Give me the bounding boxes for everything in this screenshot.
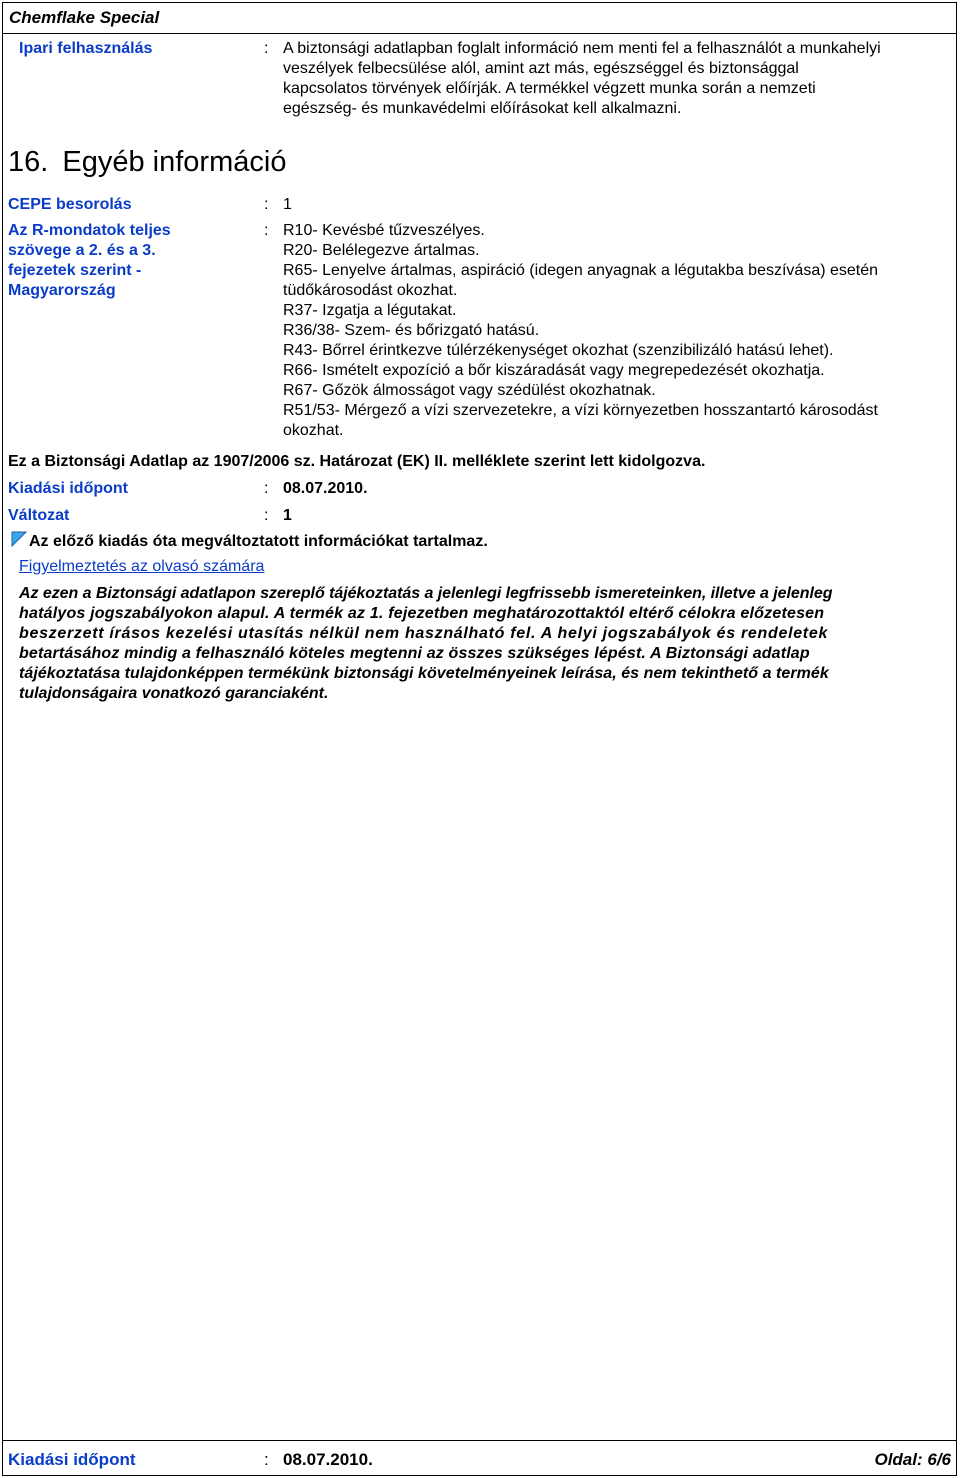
notice-line: tájékoztatása tulajdonképpen termékünk biztonsági követelményeinek leírása, és nem tekinthető a termék (19, 665, 829, 682)
version-value: 1 (283, 507, 292, 524)
cepe-value: 1 (283, 196, 292, 213)
changes-note: Az előző kiadás óta megváltoztatott információkat tartalmaz. (29, 533, 488, 550)
r-phrases-label (8, 221, 171, 301)
cepe-colon: : (264, 196, 269, 213)
change-marker-icon (11, 531, 27, 547)
r-phrases-list (283, 221, 878, 441)
r-phrase-line: R66- Ismételt expozíció a bőr kiszáradását vagy megrepedezését okozhatja. (283, 362, 825, 379)
r-phrases-label-line: Az R-mondatok teljes (8, 222, 171, 239)
page-footer (2, 1440, 957, 1476)
issue-date-value: 08.07.2010. (283, 480, 368, 497)
industrial-use-colon: : (264, 40, 269, 57)
section-title: Egyéb információ (62, 146, 287, 178)
r-phrase-line: R36/38- Szem- és bőrizgató hatású. (283, 322, 540, 339)
version-label: Változat (8, 507, 70, 524)
document-header (2, 2, 957, 34)
footer-issue-value: 08.07.2010. (283, 1450, 373, 1469)
notice-line: beszerzett írásos kezelési utasítás nélkül nem használható fel. A helyi jogszabályok és rendeletek (19, 625, 829, 642)
r-phrases-label-line: Magyarország (8, 282, 116, 299)
industrial-use-line: egészség- és munkavédelmi előírásokat kell alkalmazni. (283, 100, 682, 117)
cepe-label: CEPE besorolás (8, 196, 132, 213)
industrial-use-label: Ipari felhasználás (19, 40, 153, 57)
notice-line: hatályos jogszabályokon alapul. A termék az 1. fejezetben meghatározottaktól eltérő célokra előzetesen (19, 605, 825, 622)
r-phrase-line: okozhat. (283, 422, 344, 439)
r-phrase-line: R20- Belélegezve ártalmas. (283, 242, 480, 259)
r-phrase-line: R67- Gőzök álmosságot vagy szédülést okozhatnak. (283, 382, 656, 399)
r-phrase-line: R37- Izgatja a légutakat. (283, 302, 457, 319)
footer-issue-label: Kiadási időpont (8, 1450, 136, 1469)
page-number: Oldal: 6/6 (874, 1450, 951, 1469)
r-phrases-colon: : (264, 222, 269, 239)
footer-colon: : (264, 1450, 269, 1469)
section-heading (8, 146, 286, 179)
notice-line: betartásához mindig a felhasználó köteles megtenni az összes szükséges lépést. A Biztonsági adatlap (19, 645, 810, 662)
r-phrases-label-line: fejezetek szerint - (8, 262, 142, 279)
notice-paragraph (19, 584, 832, 704)
section-number: 16. (8, 146, 49, 178)
product-name: Chemflake Special (9, 8, 160, 27)
industrial-use-line: A biztonsági adatlapban foglalt információ nem menti fel a felhasználót a munkahelyi (283, 40, 881, 57)
r-phrase-line: tüdőkárosodást okozhat. (283, 282, 458, 299)
notice-heading: Figyelmeztetés az olvasó számára (19, 558, 265, 575)
issue-date-label: Kiadási időpont (8, 480, 128, 497)
industrial-use-line: kapcsolatos törvények előírják. A termékkel végzett munka során a nemzeti (283, 80, 816, 97)
industrial-use-text (283, 39, 881, 119)
regulation-note: Ez a Biztonsági Adatlap az 1907/2006 sz. Határozat (EK) II. melléklete szerint lett kidolgozva. (8, 453, 706, 470)
industrial-use-line: veszélyek felbecsülése alól, amint azt más, egészséggel és biztonsággal (283, 60, 799, 77)
r-phrases-label-line: szövege a 2. és a 3. (8, 242, 156, 259)
r-phrase-line: R43- Bőrrel érintkezve túlérzékenységet okozhat (szenzibilizáló hatású lehet). (283, 342, 834, 359)
notice-line: Az ezen a Biztonsági adatlapon szereplő tájékoztatás a jelenlegi legfrissebb ismereteinken, illetve a jelenleg (19, 585, 833, 602)
issue-date-colon: : (264, 480, 269, 497)
version-colon: : (264, 507, 269, 524)
r-phrase-line: R51/53- Mérgező a vízi szervezetekre, a vízi környezetben hosszantartó károsodást (283, 402, 878, 419)
r-phrase-line: R65- Lenyelve ártalmas, aspiráció (idegen anyagnak a légutakba beszívása) esetén (283, 262, 879, 279)
r-phrase-line: R10- Kevésbé tűzveszélyes. (283, 222, 485, 239)
notice-line: tulajdonságaira vonatkozó garanciaként. (19, 685, 329, 702)
